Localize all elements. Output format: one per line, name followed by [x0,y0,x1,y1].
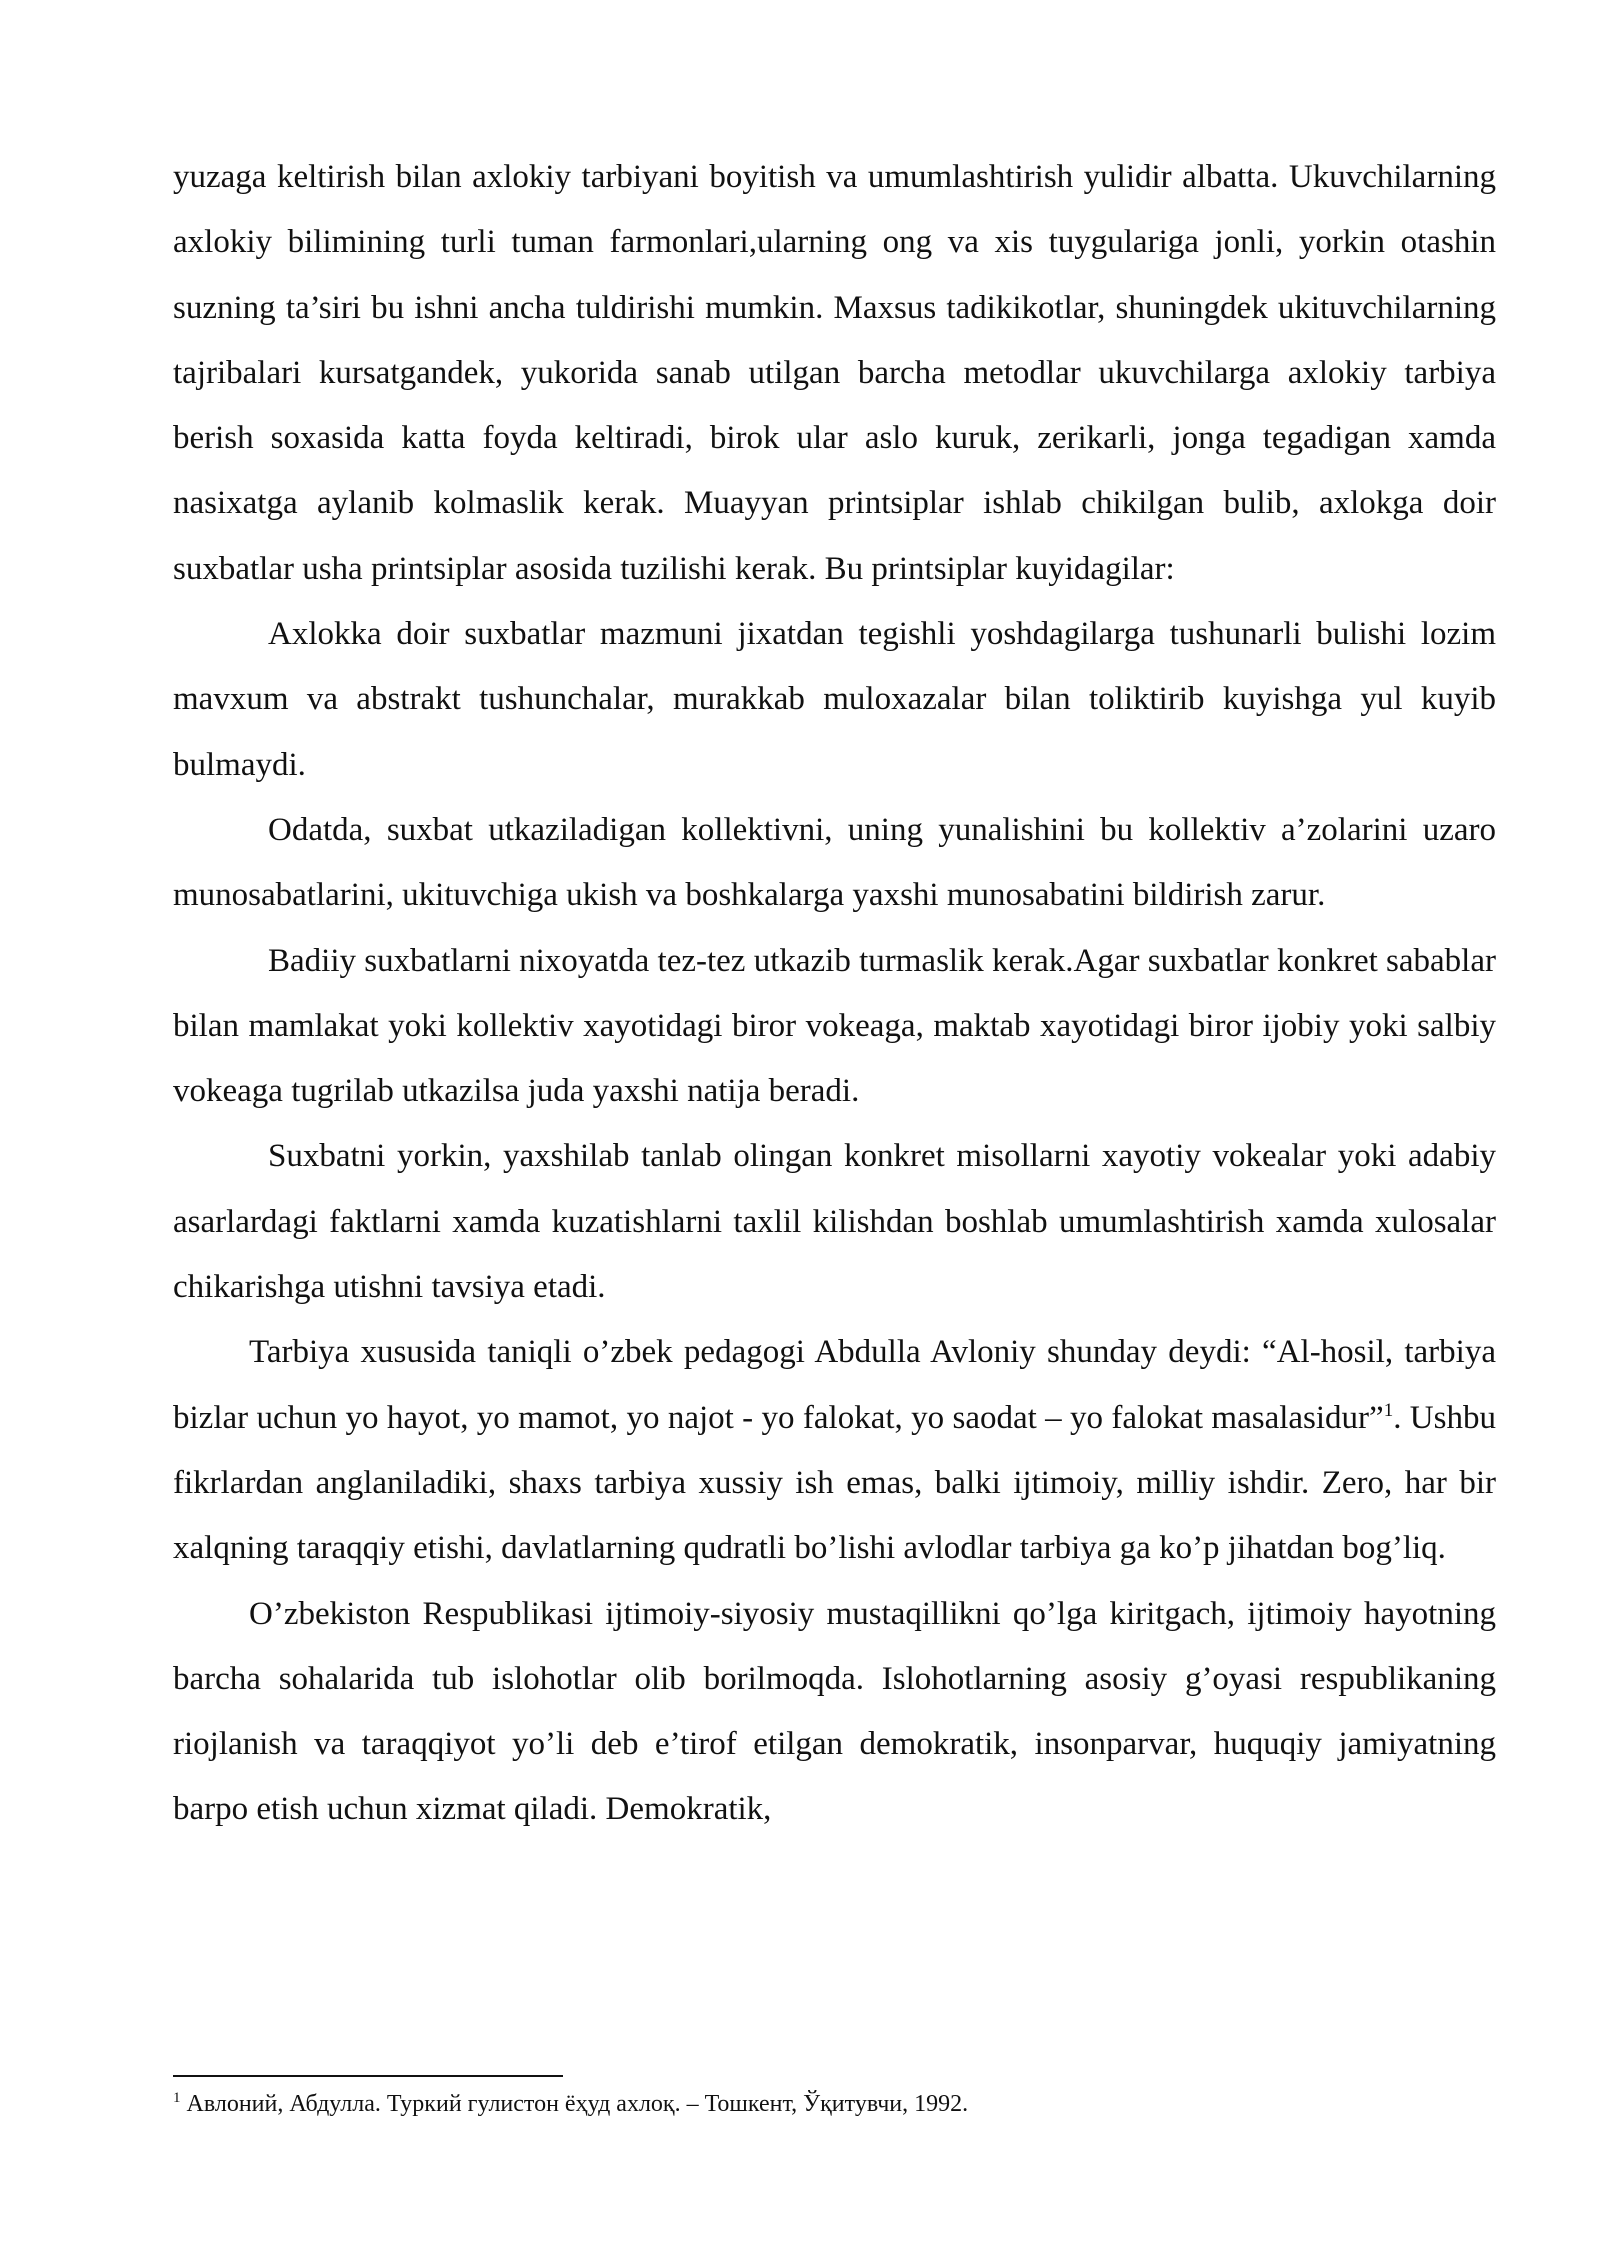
avloniy-quote-text: Tarbiya xususida taniqli o’zbek pedagogi Abdulla Avloniy shunday deydi: “Al-hosil, tarbiya bizlar uchun yo hayot, yo mamot, yo najot - yo falokat, yo saodat – yo falokat masalasidur” [173,1334,1496,1436]
footnote-reference-mark: 1 [1383,1399,1394,1421]
paragraph-avloniy-quote [173,1320,1496,1581]
paragraph-principle-4: Suxbatni yorkin, yaxshilab tanlab olingan konkret misollarni xayotiy vokealar yoki adabiy asarlardagi faktlarni xamda kuzatishlarni taxlil kilishdan boshlab umumlashtirish xamda xulosalar chikarishga utishni tavsiya etadi. [173,1138,1496,1306]
page-body [173,145,1496,1843]
footnote [173,2088,1496,2120]
paragraph-uzbekistan-reforms: O’zbekiston Respublikasi ijtimoiy-siyosiy mustaqillikni qo’lga kiritgach, ijtimoiy hayotning barcha sohalarida tub islohotlar olib borilmoqda. Islohotlarning asosiy g’oyasi respublikaning riojlanish va taraqqiyot yo’li deb e’tirof etilgan demokratik, insonparvar, huquqiy jamiyatning barpo etish uchun xizmat qiladi. Demokratik, [173,1595,1496,1828]
avloniy-followup-text: . Ushbu fikrlardan anglaniladiki, shaxs tarbiya xussiy ish emas, balki ijtimoiy, milliy ishdir. Zero, har bir xalqning taraqqiy etishi, davlatlarning qudratli bo’lishi avlodlar tarbiya ga ko’p jihatdan bog’liq. [173,1399,1496,1567]
footnote-mark: 1 [173,2090,181,2106]
paragraph-intro: yuzaga keltirish bilan axlokiy tarbiyani boyitish va umumlashtirish yulidir albatta. Ukuvchilarning axlokiy bilimining turli tuman farmonlari,ularning ong va xis tuygulariga jonli, yorkin otashin suzning ta’siri bu ishni ancha tuldirishi mumkin. Maxsus tadikikotlar, shuningdek ukituvchilarning tajribalari kursatgandek, yukorida sanab utilgan barcha metodlar ukuvchilarga axlokiy tarbiya berish soxasida katta foyda keltiradi, birok ular aslo kuruk, zerikarli, jonga tegadigan xamda nasixatga aylanib kolmaslik kerak. Muayyan printsiplar ishlab chikilgan bulib, axlokga doir suxbatlar usha printsiplar asosida tuzilishi kerak. Bu printsiplar kuyidagilar: [173,159,1496,587]
footnote-divider [173,2075,563,2077]
paragraph-principle-1: Axlokka doir suxbatlar mazmuni jixatdan tegishli yoshdagilarga tushunarli bulishi lozim mavxum va abstrakt tushunchalar, murakkab muloxazalar bilan toliktirib kuyishga yul kuyib bulmaydi. [173,616,1496,783]
paragraph-principle-2: Odatda, suxbat utkaziladigan kollektivni, uning yunalishini bu kollektiv a’zolarini uzaro munosabatlarini, ukituvchiga ukish va boshkalarga yaxshi munosabatini bildirish zarur. [173,811,1496,914]
paragraph-principle-3: Badiiy suxbatlarni nixoyatda tez-tez utkazib turmaslik kerak.Agar suxbatlar konkret sabablar bilan mamlakat yoki kollektiv xayotidagi biror vokeaga, maktab xayotidagi biror ijobiy yoki salbiy vokeaga tugrilab utkazilsa juda yaxshi natija beradi. [173,942,1496,1110]
footnote-text: Авлоний, Абдулла. Туркий гулистон ёҳуд ахлоқ. – Тошкент, Ўқитувчи, 1992. [180,2091,969,2117]
